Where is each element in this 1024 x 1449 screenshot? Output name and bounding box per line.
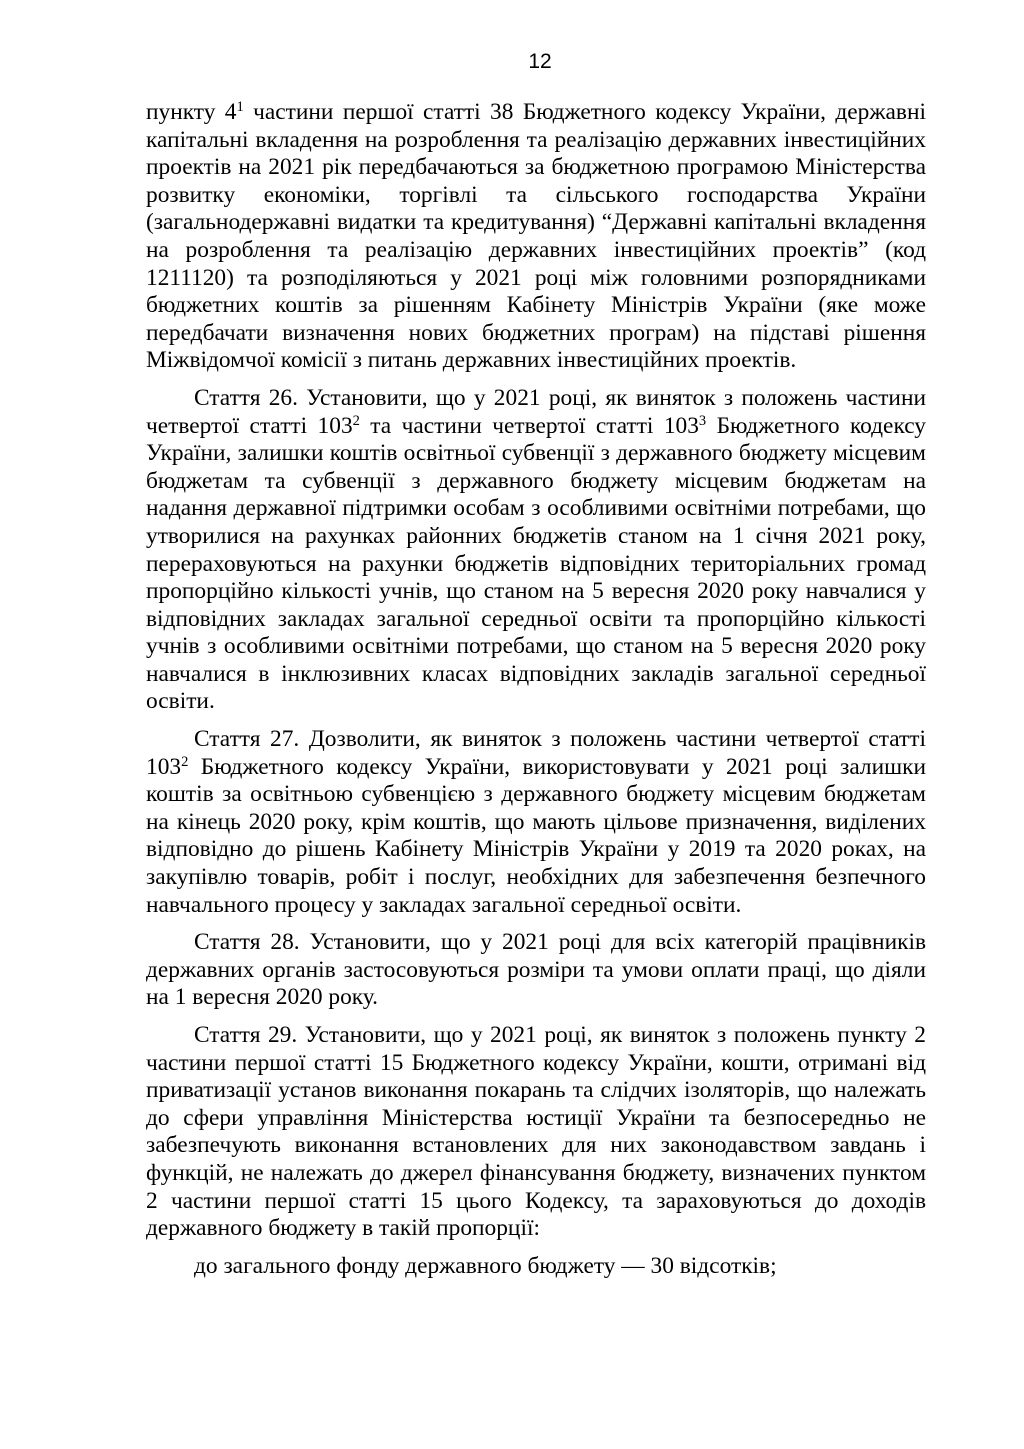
text-segment: Бюджетного кодексу України, використовувати у 2021 році залишки коштів за освітньою субвенцією з державного бюджету місцевим бюджетам на кінець 2020 року, крім коштів, що мають цільове призначення, виділених відповідно до рішень Кабінету Міністрів України у 2019 та 2020 роках, на закупівлю товарів, робіт і послуг, необхідних для забезпечення безпечного навчального процесу у закладах загальної середньої освіти. (146, 753, 926, 918)
superscript: 2 (181, 753, 189, 770)
text-segment: Бюджетного кодексу України, залишки коштів освітньої субвенції з державного бюджету місцевим бюджетам та субвенції з державного бюджету місцевим бюджетам на надання державної підтримки особам з особливими освітніми потребами, що утворилися на рахунках районних бюджетів станом на 1 січня 2021 року, перераховуються на рахунки бюджетів відповідних територіальних громад пропорційно кількості учнів, що станом на 5 вересня 2020 року навчалися у відповідних закладах загальної середньої освіти та пропорційно кількості учнів з особливими освітніми потребами, що станом на 5 вересня 2020 року навчалися в інклюзивних класах відповідних закладів загальної середньої освіти. (146, 412, 926, 715)
superscript: 1 (236, 99, 244, 116)
text-segment: до загального фонду державного бюджету — 30 відсотків; (194, 1252, 777, 1279)
paragraph (146, 99, 926, 375)
paragraph (146, 929, 926, 1012)
page-number: 12 (528, 50, 552, 73)
superscript: 2 (352, 412, 360, 429)
text-segment: та частини четвертої статті 103 (359, 412, 699, 439)
superscript: 3 (698, 412, 707, 429)
document-body (146, 99, 926, 1290)
text-segment: Стаття 29. Установити, що у 2021 році, як виняток з положень пункту 2 частини першої статті 15 Бюджетного кодексу України, кошти, отримані від приватизації установ виконання покарань та слідчих ізоляторів, що належать до сфери управління Міністерства юстиції України та безпосередньо не забезпечують виконання встановлених для них законодавством завдань і функцій, не належать до джерел фінансування бюджету, визначених пунктом 2 частини першої статті 15 цього Кодексу, та зараховуються до доходів державного бюджету в такій пропорції: (146, 1022, 926, 1242)
text-segment: Стаття 28. Установити, що у 2021 році для всіх категорій працівників державних органів застосовуються розміри та умови оплати праці, що діяли на 1 вересня 2020 року. (146, 929, 926, 1011)
paragraph (146, 1022, 926, 1243)
paragraph (146, 1253, 926, 1281)
paragraph (146, 726, 926, 919)
text-segment: Стаття 26. Установити, що у 2021 році, як виняток з положень частини четвертої статті 103 (146, 384, 926, 439)
text-segment: Стаття 27. Дозволити, як виняток з положень частини четвертої статті 103 (146, 726, 926, 780)
text-segment: частини першої статті 38 Бюджетного кодексу України, державні капітальні вкладення на розроблення та реалізацію державних інвестиційних проектів на 2021 рік передбачаються за бюджетною програмою Міністерства розвитку економіки, торгівлі та сільського господарства України (загальнодержавні видатки та кредитування) “Державні капітальні вкладення на розроблення та реалізацію державних інвестиційних проектів” (код 1211120) та розподіляються у 2021 році між головними розпорядниками бюджетних коштів за рішенням Кабінету Міністрів України (яке може передбачати визначення нових бюджетних програм) на підставі рішення Міжвідомчої комісії з питань державних інвестиційних проектів. (146, 99, 926, 374)
text-segment: пункту 4 (146, 99, 237, 125)
paragraph (146, 385, 926, 716)
